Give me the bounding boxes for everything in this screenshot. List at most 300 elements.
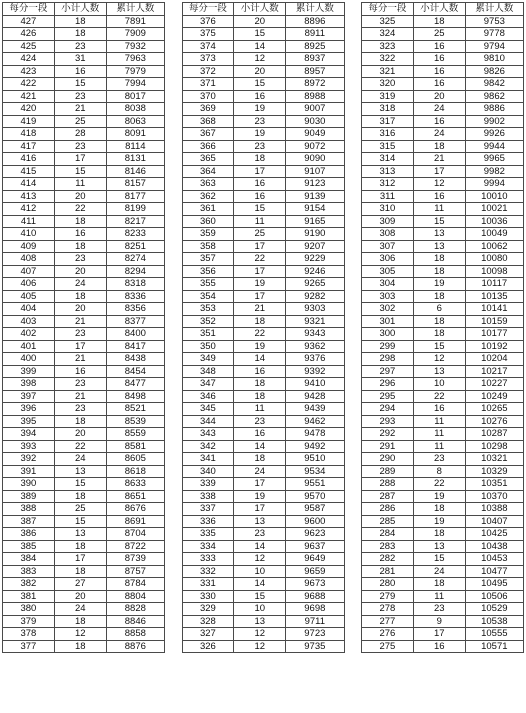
table-row	[182, 628, 344, 641]
subtotal-count-cell: 22	[54, 203, 106, 216]
cumulative-count-cell: 8498	[106, 390, 164, 403]
subtotal-count-cell: 17	[234, 503, 286, 516]
cumulative-count-cell: 9165	[286, 215, 344, 228]
score-segment-cell: 392	[3, 453, 55, 466]
table-row	[182, 15, 344, 28]
table-row	[362, 540, 524, 553]
score-segment-cell: 339	[182, 478, 234, 491]
table-row	[3, 40, 165, 53]
table-row	[182, 428, 344, 441]
subtotal-count-cell: 18	[54, 215, 106, 228]
table-row	[362, 528, 524, 541]
cumulative-count-cell: 8757	[106, 565, 164, 578]
table-row	[362, 28, 524, 41]
cumulative-count-cell: 10204	[465, 353, 523, 366]
table-row	[3, 53, 165, 66]
table-row	[182, 303, 344, 316]
subtotal-count-cell: 14	[234, 578, 286, 591]
cumulative-count-cell: 8251	[106, 240, 164, 253]
subtotal-count-cell: 18	[413, 15, 465, 28]
subtotal-count-cell: 15	[234, 590, 286, 603]
score-segment-cell: 391	[3, 465, 55, 478]
subtotal-count-cell: 25	[54, 503, 106, 516]
cumulative-count-cell: 9600	[286, 515, 344, 528]
table-row	[182, 465, 344, 478]
score-segment-cell: 408	[3, 253, 55, 266]
score-segment-cell: 286	[362, 503, 414, 516]
subtotal-count-cell: 18	[234, 453, 286, 466]
table-row	[362, 128, 524, 141]
score-segment-cell: 322	[362, 53, 414, 66]
column-header-cumulative-count: 累计人数	[286, 3, 344, 16]
table-row	[182, 315, 344, 328]
score-segment-cell: 402	[3, 328, 55, 341]
score-segment-cell: 330	[182, 590, 234, 603]
subtotal-count-cell: 18	[54, 640, 106, 653]
cumulative-count-cell: 10453	[465, 553, 523, 566]
table-row	[362, 403, 524, 416]
table-row	[3, 15, 165, 28]
table-row	[182, 328, 344, 341]
cumulative-count-cell: 9462	[286, 415, 344, 428]
score-segment-cell: 359	[182, 228, 234, 241]
cumulative-count-cell: 9735	[286, 640, 344, 653]
subtotal-count-cell: 19	[234, 128, 286, 141]
cumulative-count-cell: 8146	[106, 165, 164, 178]
cumulative-count-cell: 10117	[465, 278, 523, 291]
table-row	[3, 390, 165, 403]
table-row	[362, 328, 524, 341]
cumulative-count-cell: 9123	[286, 178, 344, 191]
column-header-subtotal-count: 小计人数	[234, 3, 286, 16]
table-row	[3, 465, 165, 478]
cumulative-count-cell: 8691	[106, 515, 164, 528]
subtotal-count-cell: 12	[234, 53, 286, 66]
score-segment-cell: 283	[362, 540, 414, 553]
subtotal-count-cell: 18	[54, 615, 106, 628]
score-segment-cell: 377	[3, 640, 55, 653]
score-segment-cell: 294	[362, 403, 414, 416]
subtotal-count-cell: 21	[234, 303, 286, 316]
cumulative-count-cell: 9303	[286, 303, 344, 316]
column-header-score-segment: 每分一段	[362, 3, 414, 16]
cumulative-count-cell: 10177	[465, 328, 523, 341]
subtotal-count-cell: 13	[413, 240, 465, 253]
subtotal-count-cell: 23	[54, 90, 106, 103]
cumulative-count-cell: 10010	[465, 190, 523, 203]
table-row	[3, 528, 165, 541]
subtotal-count-cell: 27	[54, 578, 106, 591]
header-row	[362, 3, 524, 16]
subtotal-count-cell: 16	[54, 65, 106, 78]
subtotal-count-cell: 20	[54, 265, 106, 278]
score-segment-cell: 329	[182, 603, 234, 616]
table-row	[182, 440, 344, 453]
subtotal-count-cell: 18	[413, 578, 465, 591]
subtotal-count-cell: 17	[413, 628, 465, 641]
table-row	[362, 353, 524, 366]
cumulative-count-cell: 9982	[465, 165, 523, 178]
score-segment-cell: 340	[182, 465, 234, 478]
cumulative-count-cell: 10192	[465, 340, 523, 353]
table-row	[3, 178, 165, 191]
score-segment-cell: 316	[362, 128, 414, 141]
cumulative-count-cell: 10276	[465, 415, 523, 428]
score-segment-cell: 306	[362, 253, 414, 266]
score-segment-cell: 401	[3, 340, 55, 353]
subtotal-count-cell: 17	[234, 240, 286, 253]
table-row	[362, 215, 524, 228]
table-row	[362, 40, 524, 53]
score-segment-cell: 367	[182, 128, 234, 141]
table-row	[182, 53, 344, 66]
cumulative-count-cell: 7891	[106, 15, 164, 28]
cumulative-count-cell: 9711	[286, 615, 344, 628]
score-segment-cell: 305	[362, 265, 414, 278]
subtotal-count-cell: 25	[413, 28, 465, 41]
subtotal-count-cell: 16	[413, 40, 465, 53]
subtotal-count-cell: 16	[234, 428, 286, 441]
score-segment-cell: 382	[3, 578, 55, 591]
cumulative-count-cell: 8294	[106, 265, 164, 278]
score-segment-cell: 380	[3, 603, 55, 616]
subtotal-count-cell: 20	[54, 303, 106, 316]
subtotal-count-cell: 13	[413, 365, 465, 378]
table-row	[362, 315, 524, 328]
cumulative-count-cell: 9659	[286, 565, 344, 578]
table-row	[362, 15, 524, 28]
column-header-subtotal-count: 小计人数	[54, 3, 106, 16]
score-segment-cell: 348	[182, 365, 234, 378]
cumulative-count-cell: 10425	[465, 528, 523, 541]
cumulative-count-cell: 9265	[286, 278, 344, 291]
cumulative-count-cell: 10495	[465, 578, 523, 591]
cumulative-count-cell: 8038	[106, 103, 164, 116]
score-segment-cell: 364	[182, 165, 234, 178]
score-segment-cell: 405	[3, 290, 55, 303]
subtotal-count-cell: 15	[413, 340, 465, 353]
cumulative-count-cell: 9321	[286, 315, 344, 328]
column-header-cumulative-count: 累计人数	[106, 3, 164, 16]
cumulative-count-cell: 9190	[286, 228, 344, 241]
table-row	[182, 365, 344, 378]
cumulative-count-cell: 10555	[465, 628, 523, 641]
table-row	[362, 440, 524, 453]
cumulative-count-cell: 8633	[106, 478, 164, 491]
score-segment-cell: 320	[362, 78, 414, 91]
table-row	[3, 128, 165, 141]
table-row	[182, 65, 344, 78]
score-segment-cell: 301	[362, 315, 414, 328]
subtotal-count-cell: 12	[54, 628, 106, 641]
score-segment-cell: 328	[182, 615, 234, 628]
cumulative-count-cell: 10506	[465, 590, 523, 603]
score-segment-cell: 326	[182, 640, 234, 653]
subtotal-count-cell: 23	[54, 40, 106, 53]
subtotal-count-cell: 17	[54, 553, 106, 566]
cumulative-count-cell: 10298	[465, 440, 523, 453]
cumulative-count-cell: 8377	[106, 315, 164, 328]
cumulative-count-cell: 7994	[106, 78, 164, 91]
subtotal-count-cell: 18	[413, 265, 465, 278]
cumulative-count-cell: 10021	[465, 203, 523, 216]
score-segment-cell: 298	[362, 353, 414, 366]
table-row	[362, 190, 524, 203]
score-segment-cell: 413	[3, 190, 55, 203]
table-row	[3, 278, 165, 291]
table-row	[362, 503, 524, 516]
table-row	[182, 340, 344, 353]
subtotal-count-cell: 15	[413, 553, 465, 566]
table-row	[3, 103, 165, 116]
cumulative-count-cell: 9862	[465, 90, 523, 103]
subtotal-count-cell: 20	[234, 65, 286, 78]
cumulative-count-cell: 10329	[465, 465, 523, 478]
cumulative-count-cell: 8417	[106, 340, 164, 353]
score-segment-cell: 396	[3, 403, 55, 416]
subtotal-count-cell: 20	[413, 90, 465, 103]
subtotal-count-cell: 13	[234, 615, 286, 628]
table-row	[3, 540, 165, 553]
score-segment-cell: 285	[362, 515, 414, 528]
table-row	[362, 65, 524, 78]
table-row	[182, 528, 344, 541]
subtotal-count-cell: 11	[413, 428, 465, 441]
table-row	[182, 353, 344, 366]
table-row	[3, 565, 165, 578]
cumulative-count-cell: 8336	[106, 290, 164, 303]
cumulative-count-cell: 10098	[465, 265, 523, 278]
cumulative-count-cell: 8828	[106, 603, 164, 616]
table-row	[362, 278, 524, 291]
cumulative-count-cell: 9282	[286, 290, 344, 303]
score-segment-cell: 403	[3, 315, 55, 328]
subtotal-count-cell: 19	[413, 515, 465, 528]
score-segment-cell: 341	[182, 453, 234, 466]
score-segment-cell: 284	[362, 528, 414, 541]
subtotal-count-cell: 15	[54, 478, 106, 491]
table-row	[3, 315, 165, 328]
table-row	[182, 615, 344, 628]
subtotal-count-cell: 11	[54, 178, 106, 191]
cumulative-count-cell: 8937	[286, 53, 344, 66]
cumulative-count-cell: 10265	[465, 403, 523, 416]
cumulative-count-cell: 8454	[106, 365, 164, 378]
cumulative-count-cell: 7932	[106, 40, 164, 53]
cumulative-count-cell: 9944	[465, 140, 523, 153]
subtotal-count-cell: 10	[234, 565, 286, 578]
score-segment-cell: 386	[3, 528, 55, 541]
score-segment-cell: 390	[3, 478, 55, 491]
subtotal-count-cell: 24	[413, 128, 465, 141]
cumulative-count-cell: 8896	[286, 15, 344, 28]
subtotal-count-cell: 22	[234, 253, 286, 266]
score-segment-cell: 321	[362, 65, 414, 78]
table-row	[362, 303, 524, 316]
subtotal-count-cell: 19	[234, 490, 286, 503]
score-segment-cell: 398	[3, 378, 55, 391]
cumulative-count-cell: 8017	[106, 90, 164, 103]
score-segment-cell: 280	[362, 578, 414, 591]
cumulative-count-cell: 8846	[106, 615, 164, 628]
subtotal-count-cell: 18	[54, 415, 106, 428]
subtotal-count-cell: 12	[413, 353, 465, 366]
score-segment-cell: 397	[3, 390, 55, 403]
column-header-score-segment: 每分一段	[182, 3, 234, 16]
table-row	[182, 478, 344, 491]
table-row	[362, 640, 524, 653]
subtotal-count-cell: 16	[234, 365, 286, 378]
table-row	[3, 365, 165, 378]
table-row	[3, 590, 165, 603]
score-segment-cell: 335	[182, 528, 234, 541]
table-row	[362, 165, 524, 178]
cumulative-count-cell: 8438	[106, 353, 164, 366]
score-segment-cell: 393	[3, 440, 55, 453]
cumulative-count-cell: 8651	[106, 490, 164, 503]
score-segment-cell: 387	[3, 515, 55, 528]
table-row	[182, 540, 344, 553]
cumulative-count-cell: 7979	[106, 65, 164, 78]
score-segment-cell: 424	[3, 53, 55, 66]
score-segment-cell: 319	[362, 90, 414, 103]
subtotal-count-cell: 18	[413, 140, 465, 153]
subtotal-count-cell: 18	[54, 240, 106, 253]
subtotal-count-cell: 25	[54, 115, 106, 128]
cumulative-count-cell: 8804	[106, 590, 164, 603]
subtotal-count-cell: 23	[234, 140, 286, 153]
table-row	[362, 578, 524, 591]
cumulative-count-cell: 8091	[106, 128, 164, 141]
cumulative-count-cell: 8704	[106, 528, 164, 541]
score-segment-cell: 421	[3, 90, 55, 103]
cumulative-count-cell: 10370	[465, 490, 523, 503]
cumulative-count-cell: 8618	[106, 465, 164, 478]
cumulative-count-cell: 8131	[106, 153, 164, 166]
table-row	[182, 228, 344, 241]
cumulative-count-cell: 9246	[286, 265, 344, 278]
score-segment-cell: 318	[362, 103, 414, 116]
table-row	[362, 590, 524, 603]
score-segment-cell: 420	[3, 103, 55, 116]
cumulative-count-cell: 9392	[286, 365, 344, 378]
table-row	[362, 78, 524, 91]
cumulative-count-cell: 8233	[106, 228, 164, 241]
cumulative-count-cell: 10080	[465, 253, 523, 266]
table-row	[182, 215, 344, 228]
subtotal-count-cell: 31	[54, 53, 106, 66]
column-header-subtotal-count: 小计人数	[413, 3, 465, 16]
cumulative-count-cell: 8274	[106, 253, 164, 266]
cumulative-count-cell: 9049	[286, 128, 344, 141]
cumulative-count-cell: 8477	[106, 378, 164, 391]
subtotal-count-cell: 11	[413, 590, 465, 603]
score-segment-cell: 355	[182, 278, 234, 291]
subtotal-count-cell: 15	[54, 515, 106, 528]
score-segment-cell: 277	[362, 615, 414, 628]
score-segment-cell: 357	[182, 253, 234, 266]
cumulative-count-cell: 9007	[286, 103, 344, 116]
table-row	[3, 28, 165, 41]
cumulative-count-cell: 9090	[286, 153, 344, 166]
cumulative-count-cell: 9649	[286, 553, 344, 566]
score-segment-cell: 282	[362, 553, 414, 566]
cumulative-count-cell: 10407	[465, 515, 523, 528]
subtotal-count-cell: 22	[413, 478, 465, 491]
cumulative-count-cell: 8521	[106, 403, 164, 416]
score-segment-cell: 373	[182, 53, 234, 66]
cumulative-count-cell: 9698	[286, 603, 344, 616]
table-row	[182, 90, 344, 103]
table-row	[182, 28, 344, 41]
subtotal-count-cell: 23	[54, 378, 106, 391]
table-row	[182, 278, 344, 291]
subtotal-count-cell: 18	[413, 503, 465, 516]
subtotal-count-cell: 24	[54, 453, 106, 466]
score-segment-cell: 325	[362, 15, 414, 28]
table-row	[3, 340, 165, 353]
cumulative-count-cell: 10049	[465, 228, 523, 241]
subtotal-count-cell: 10	[413, 378, 465, 391]
table-row	[362, 453, 524, 466]
table-row	[182, 415, 344, 428]
score-segment-cell: 308	[362, 228, 414, 241]
score-segment-cell: 300	[362, 328, 414, 341]
subtotal-count-cell: 20	[54, 428, 106, 441]
cumulative-count-cell: 9534	[286, 465, 344, 478]
table-row	[3, 353, 165, 366]
score-segment-cell: 369	[182, 103, 234, 116]
subtotal-count-cell: 18	[413, 528, 465, 541]
score-segment-cell: 312	[362, 178, 414, 191]
subtotal-count-cell: 8	[413, 465, 465, 478]
score-segment-cell: 418	[3, 128, 55, 141]
table-row	[362, 203, 524, 216]
score-segment-cell: 293	[362, 415, 414, 428]
subtotal-count-cell: 17	[54, 153, 106, 166]
score-segment-cell: 338	[182, 490, 234, 503]
table-row	[3, 415, 165, 428]
subtotal-count-cell: 24	[413, 565, 465, 578]
score-segment-cell: 353	[182, 303, 234, 316]
score-segment-cell: 307	[362, 240, 414, 253]
score-segment-cell: 388	[3, 503, 55, 516]
score-segment-cell: 324	[362, 28, 414, 41]
score-segment-cell: 291	[362, 440, 414, 453]
subtotal-count-cell: 15	[54, 165, 106, 178]
table-row	[362, 490, 524, 503]
table-row	[362, 340, 524, 353]
subtotal-count-cell: 15	[234, 203, 286, 216]
subtotal-count-cell: 23	[54, 328, 106, 341]
table-row	[182, 128, 344, 141]
table-row	[362, 240, 524, 253]
cumulative-count-cell: 10062	[465, 240, 523, 253]
subtotal-count-cell: 10	[234, 603, 286, 616]
table-row	[182, 453, 344, 466]
subtotal-count-cell: 15	[234, 28, 286, 41]
subtotal-count-cell: 19	[234, 278, 286, 291]
table-row	[3, 203, 165, 216]
subtotal-count-cell: 18	[413, 315, 465, 328]
cumulative-count-cell: 9965	[465, 153, 523, 166]
table-row	[182, 115, 344, 128]
subtotal-count-cell: 18	[54, 490, 106, 503]
cumulative-count-cell: 9794	[465, 40, 523, 53]
score-segment-cell: 381	[3, 590, 55, 603]
subtotal-count-cell: 24	[413, 103, 465, 116]
table-row	[3, 628, 165, 641]
